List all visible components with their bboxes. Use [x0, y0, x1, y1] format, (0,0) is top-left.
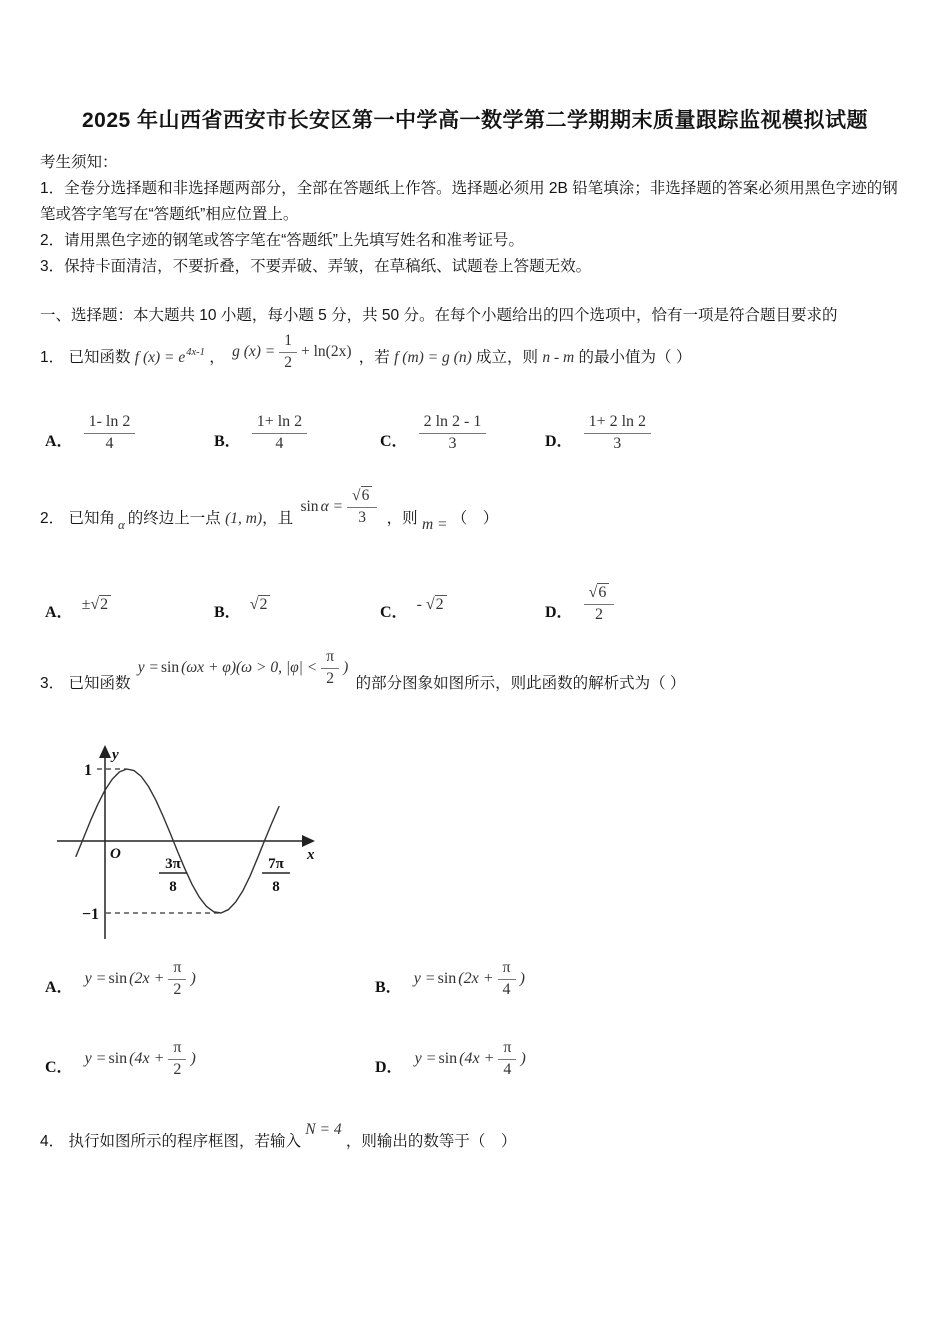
- q2-option-a-value: ±√2: [82, 595, 112, 614]
- q2-option-d-label: D．: [545, 603, 573, 621]
- notice-list: [40, 176, 912, 280]
- q1-text-3: 成立，则: [476, 349, 539, 367]
- x-tick-1-denominator: 8: [169, 879, 177, 895]
- q1-formula-fm-gn: f (m) = g (n): [394, 349, 472, 367]
- q3-option-a-value: y = sin (2x + $\frac{\pi}{2}$ ): [85, 958, 196, 1001]
- q1-option-d-label: D．: [545, 432, 573, 450]
- q2-alpha-subscript: α: [117, 517, 125, 533]
- q2-formula-sin: sin α = $\frac{√6}{3}$: [300, 475, 379, 539]
- q2-formula-m: m =: [421, 516, 448, 534]
- q2-option-c: [380, 572, 447, 636]
- q4-text-2: ，则输出的数等于（ ）: [345, 1133, 517, 1150]
- q1-option-d: [545, 403, 653, 463]
- q3-option-a-label: A．: [45, 978, 73, 996]
- q3-option-d-label: D．: [375, 1058, 403, 1076]
- q3-option-c-value: y = sin (4x + $\frac{\pi}{2}$ ): [85, 1038, 196, 1081]
- question-2: [40, 487, 930, 551]
- q2-text-1: 已知角: [68, 510, 115, 528]
- q3-option-b: [375, 948, 528, 1010]
- q2-option-b: [214, 572, 270, 636]
- q1-option-b-label: B．: [214, 432, 241, 450]
- sine-graph-svg: [52, 744, 322, 950]
- q1-number: 1．: [40, 349, 65, 367]
- q3-option-c-label: C．: [45, 1058, 73, 1076]
- q2-option-d: [545, 572, 616, 636]
- q2-option-a: [45, 572, 111, 636]
- q2-text-2: 的终边上一点: [127, 510, 221, 528]
- notice-item-2: 2．请用黑色字迹的钢笔或答字笔在“答题纸”上先填写姓名和准考证号。: [40, 232, 524, 249]
- q3-option-b-label: B．: [375, 978, 402, 996]
- q2-option-c-value: - √2: [417, 595, 447, 614]
- q1-options: [0, 403, 950, 463]
- q2-text-4: ，则: [386, 510, 418, 528]
- q3-option-b-value: y = sin (2x + $\frac{\pi}{4}$ ): [414, 958, 525, 1001]
- q1-comma: ，: [209, 349, 225, 367]
- q3-option-c: [45, 1028, 199, 1090]
- q2-options: [0, 572, 950, 636]
- q1-text-2: ，若: [358, 349, 390, 367]
- x-axis-arrow: [302, 835, 315, 847]
- q1-text-4: 的最小值为（ ）: [578, 349, 692, 367]
- question-4: [40, 1112, 930, 1172]
- q1-formula-fx: f $(x) = e^{4x-1}$: [134, 347, 205, 367]
- q1-option-a-value: $\frac{1- \ln 2}{4}$: [84, 412, 136, 455]
- notice-item-3: 3．保持卡面清洁，不要折叠，不要弄破、弄皱，在草稿纸、试题卷上答题无效。: [40, 258, 592, 275]
- q3-option-a: [45, 948, 199, 1010]
- q2-number: 2．: [40, 510, 65, 528]
- q3-option-d-value: y = sin (4x + $\frac{\pi}{4}$ ): [415, 1038, 526, 1081]
- q3-options-row-2: [0, 1028, 950, 1090]
- q2-option-c-label: C．: [380, 603, 408, 621]
- q1-option-c-label: C．: [380, 432, 408, 450]
- q2-text-5: （ ）: [451, 510, 499, 528]
- q3-options-row-1: [0, 948, 950, 1010]
- q2-option-d-value: $\frac{√6}{2}$: [584, 583, 615, 626]
- section-1-header: 一、选择题：本大题共 10 小题，每小题 5 分，共 50 分。在每个小题给出的四个选项中，恰有一项是符合题目要求的: [40, 307, 838, 324]
- exam-title: 2025 年山西省西安市长安区第一中学高一数学第二学期期末质量跟踪监视模拟试题: [81, 109, 869, 132]
- x-tick-2-denominator: 8: [272, 879, 280, 895]
- q3-formula: y = sin (ωx + φ)(ω > 0, |φ| < $\frac{\pi}{2}$ ): [138, 636, 349, 700]
- q3-number: 3．: [40, 675, 65, 693]
- q4-number: 4．: [40, 1133, 65, 1150]
- x-tick-2-numerator: 7π: [268, 856, 284, 872]
- y-axis-label: y: [112, 747, 119, 763]
- q3-text-1: 已知函数: [68, 675, 131, 693]
- x-tick-1-numerator: 3π: [165, 856, 181, 872]
- q2-point: (1, m): [225, 510, 263, 528]
- question-3: [40, 648, 930, 716]
- x-axis-label: x: [307, 847, 315, 863]
- q2-text-3: ，且: [262, 510, 294, 528]
- notice-item-1: 1．全卷分选择题和非选择题两部分，全部在答题纸上作答。选择题必须用 2B 铅笔填涂；非选择题的答案必须用黑色字迹的钢笔或答字笔写在“答题纸”相应位置上。: [40, 180, 898, 223]
- q2-sin-fraction: $\frac{√6}{3}$: [347, 486, 377, 527]
- question-1: [40, 330, 930, 386]
- q1-option-b-value: $\frac{1+ \ln 2}{4}$: [252, 412, 307, 455]
- q1-fx-exponent: 4x-1: [186, 347, 205, 359]
- q1-option-d-value: $\frac{1+ 2 \ln 2}{3}$: [584, 412, 651, 455]
- q1-formula-nm: n - m: [542, 349, 575, 367]
- q1-gx-fraction: $\frac{1}{2}$: [279, 331, 297, 372]
- y-min-label: −1: [81, 906, 99, 923]
- q4-formula-n: N = 4: [305, 1121, 342, 1138]
- q1-option-a: [45, 403, 137, 463]
- y-axis-arrow: [99, 745, 111, 758]
- q1-text-1: 已知函数: [68, 349, 131, 367]
- q1-option-c-value: $\frac{2 \ln 2 - 1}{3}$: [419, 412, 487, 455]
- q1-option-a-label: A．: [45, 432, 73, 450]
- figure-sine-graph: [52, 744, 322, 950]
- q2-option-b-value: √2: [250, 595, 271, 614]
- q2-option-a-label: A．: [45, 603, 73, 621]
- q2-option-b-label: B．: [214, 603, 241, 621]
- q1-option-c: [380, 403, 488, 463]
- y-max-label: 1: [84, 762, 92, 779]
- notice-header: 考生须知：: [40, 154, 118, 171]
- q3-text-2: 的部分图象如图所示，则此函数的解析式为（ ）: [355, 675, 686, 693]
- q4-text-1: 执行如图所示的程序框图，若输入: [68, 1133, 301, 1150]
- q3-option-d: [375, 1028, 529, 1090]
- q3-pi-fraction: $\frac{\pi}{2}$: [321, 647, 339, 688]
- q1-formula-gx: g (x) = $\frac{1}{2}$ + ln(2x): [232, 324, 351, 380]
- origin-label: O: [110, 846, 121, 862]
- q1-option-b: [214, 403, 309, 463]
